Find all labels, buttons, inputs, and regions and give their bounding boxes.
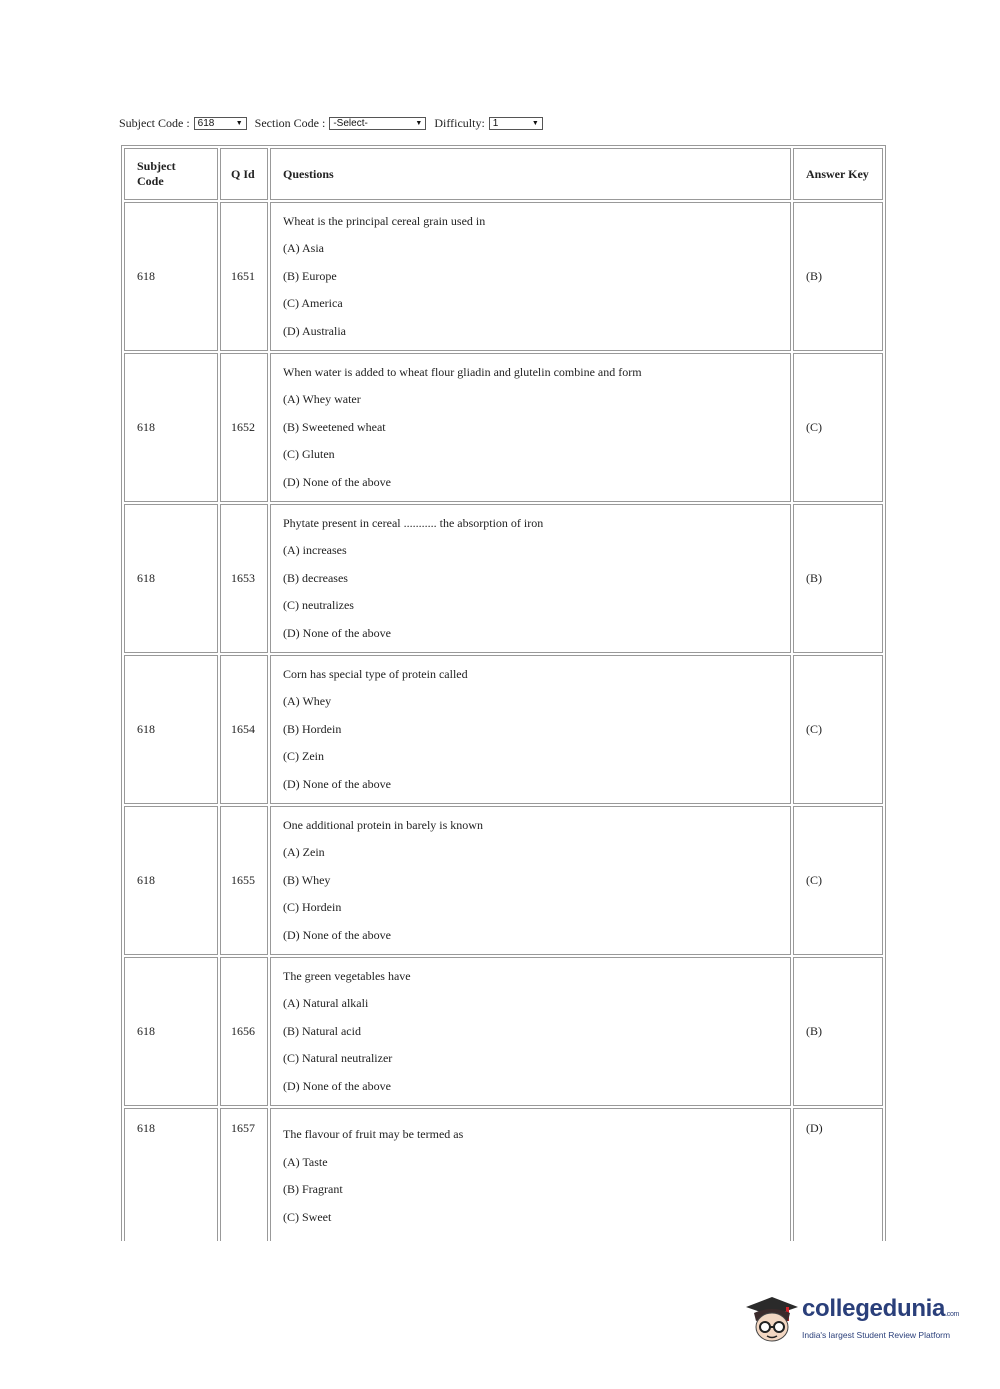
difficulty-label: Difficulty:: [434, 116, 485, 130]
cell-answer-key: (B): [793, 202, 883, 351]
answer-option: (A) Zein: [283, 845, 325, 860]
answer-option: (C) America: [283, 296, 343, 311]
filter-bar: [119, 116, 547, 131]
table-row: [124, 202, 883, 351]
cell-q-id: 1655: [220, 806, 268, 955]
question-text: Phytate present in cereal ........... the absorption of iron: [283, 515, 544, 530]
question-text: One additional protein in barely is known: [283, 817, 483, 832]
cell-q-id: 1652: [220, 353, 268, 502]
header-answer-key: Answer Key: [793, 148, 883, 200]
header-subject-code: Subject Code: [124, 148, 218, 200]
cell-q-id: 1654: [220, 655, 268, 804]
questions-table-wrapper: [121, 145, 886, 1241]
answer-option: (B) Sweetened wheat: [283, 419, 386, 434]
table-row: [124, 1108, 883, 1241]
cell-question: [270, 655, 791, 804]
question-text: Corn has special type of protein called: [283, 666, 468, 681]
cell-subject-code: 618: [124, 504, 218, 653]
difficulty-select[interactable]: 1 ▼: [489, 117, 543, 130]
cell-answer-key: (B): [793, 504, 883, 653]
subject-code-label: Subject Code :: [119, 116, 190, 130]
logo-suffix: .com: [945, 1311, 960, 1318]
cell-question: [270, 1108, 791, 1241]
cell-question: [270, 957, 791, 1106]
answer-option: (C) neutralizes: [283, 598, 354, 613]
cell-q-id: 1653: [220, 504, 268, 653]
table-row: [124, 806, 883, 955]
subject-code-select[interactable]: 618 ▼: [194, 117, 247, 130]
table-row: [124, 353, 883, 502]
answer-option: (A) Natural alkali: [283, 996, 369, 1011]
section-code-select[interactable]: -Select- ▼: [329, 117, 426, 130]
answer-option: (D) None of the above: [283, 474, 391, 489]
logo-tagline: India's largest Student Review Platform: [802, 1330, 951, 1340]
cell-answer-key: (D): [793, 1108, 883, 1241]
table-header-row: [124, 148, 883, 200]
cell-answer-key: (B): [793, 957, 883, 1106]
table-row: [124, 957, 883, 1106]
answer-option: (B) Whey: [283, 872, 331, 887]
answer-option: (A) Asia: [283, 241, 324, 256]
cell-subject-code: 618: [124, 957, 218, 1106]
dropdown-arrow-icon: ▼: [415, 120, 423, 127]
cell-question: [270, 806, 791, 955]
cell-question: [270, 353, 791, 502]
cell-subject-code: 618: [124, 202, 218, 351]
answer-option: (A) Whey: [283, 694, 332, 709]
answer-option: (C) Zein: [283, 749, 324, 764]
answer-option: (D) None of the above: [283, 927, 391, 942]
answer-option: (A) increases: [283, 543, 347, 558]
question-text: The green vegetables have: [283, 968, 411, 983]
question-text: When water is added to wheat flour gliadin and glutelin combine and form: [283, 364, 642, 379]
answer-option: (B) Fragrant: [283, 1182, 343, 1197]
questions-table: [121, 145, 886, 1241]
answer-option: (D) None of the above: [283, 776, 391, 791]
cell-subject-code: 618: [124, 806, 218, 955]
mascot-icon: [742, 1289, 800, 1347]
dropdown-arrow-icon: ▼: [235, 120, 243, 127]
cell-subject-code: 618: [124, 353, 218, 502]
cell-q-id: 1657: [220, 1108, 268, 1241]
cell-q-id: 1651: [220, 202, 268, 351]
question-text: The flavour of fruit may be termed as: [283, 1127, 464, 1141]
table-row: [124, 504, 883, 653]
answer-option: (A) Taste: [283, 1154, 328, 1169]
cell-subject-code: 618: [124, 1108, 218, 1241]
cell-answer-key: (C): [793, 655, 883, 804]
section-code-label: Section Code :: [254, 116, 326, 130]
header-questions: Questions: [270, 148, 791, 200]
collegedunia-logo: [742, 1283, 972, 1353]
table-body: [124, 202, 883, 1241]
cell-answer-key: (C): [793, 806, 883, 955]
answer-option: (B) Natural acid: [283, 1023, 361, 1038]
table-row: [124, 655, 883, 804]
logo-name: collegedunia: [802, 1295, 946, 1322]
cell-question: [270, 202, 791, 351]
answer-option: (A) Whey water: [283, 392, 361, 407]
cell-question: [270, 504, 791, 653]
answer-option: (C) Sweet: [283, 1209, 332, 1224]
answer-option: (C) Natural neutralizer: [283, 1051, 393, 1066]
answer-option: (B) decreases: [283, 570, 348, 585]
cell-answer-key: (C): [793, 353, 883, 502]
cell-q-id: 1656: [220, 957, 268, 1106]
answer-option: (C) Gluten: [283, 447, 335, 462]
answer-option: (D) None of the above: [283, 1078, 391, 1093]
dropdown-arrow-icon: ▼: [531, 120, 539, 127]
answer-option: (B) Hordein: [283, 721, 342, 736]
answer-option: (D) None of the above: [283, 625, 391, 640]
answer-option: (B) Europe: [283, 268, 337, 283]
answer-option: (D) Australia: [283, 323, 346, 338]
question-text: Wheat is the principal cereal grain used in: [283, 213, 486, 228]
answer-option: (C) Hordein: [283, 900, 342, 915]
header-q-id: Q Id: [220, 148, 268, 200]
cell-subject-code: 618: [124, 655, 218, 804]
